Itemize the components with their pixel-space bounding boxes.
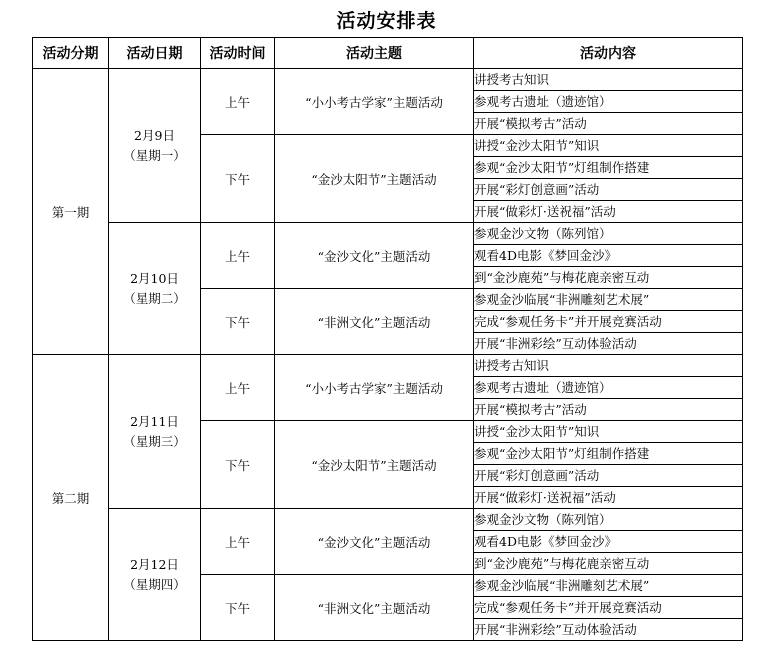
content-item: 参观考古遗址（遗迹馆） <box>474 91 743 113</box>
weekday-text: （星期三） <box>123 433 186 449</box>
session-theme: “非洲文化”主题活动 <box>275 289 474 355</box>
content-item: 讲授“金沙太阳节”知识 <box>474 135 743 157</box>
period-name: 第一期 <box>33 69 109 355</box>
content-item: 参观“金沙太阳节”灯组制作搭建 <box>474 157 743 179</box>
content-item: 完成“参观任务卡”并开展竞赛活动 <box>474 311 743 333</box>
date-text: 2月9日 <box>134 127 175 143</box>
content-item: 参观金沙临展“非洲雕刻艺术展” <box>474 575 743 597</box>
content-item: 参观金沙文物（陈列馆） <box>474 509 743 531</box>
session-theme: “小小考古学家”主题活动 <box>275 69 474 135</box>
session-time: 下午 <box>201 289 275 355</box>
content-item: 开展“彩灯创意画”活动 <box>474 465 743 487</box>
content-item: 开展“非洲彩绘”互动体验活动 <box>474 619 743 641</box>
period-name: 第二期 <box>33 355 109 641</box>
content-item: 开展“模拟考古”活动 <box>474 399 743 421</box>
session-time: 下午 <box>201 575 275 641</box>
table-row <box>33 355 743 377</box>
header-date: 活动日期 <box>109 38 201 69</box>
header-content: 活动内容 <box>474 38 743 69</box>
activity-date <box>109 223 201 355</box>
session-theme: “金沙太阳节”主题活动 <box>275 135 474 223</box>
content-item: 讲授考古知识 <box>474 69 743 91</box>
content-item: 参观考古遗址（遗迹馆） <box>474 377 743 399</box>
content-item: 参观金沙临展“非洲雕刻艺术展” <box>474 289 743 311</box>
table-row <box>33 223 743 245</box>
header-period: 活动分期 <box>33 38 109 69</box>
content-item: 开展“非洲彩绘”互动体验活动 <box>474 333 743 355</box>
session-time: 上午 <box>201 355 275 421</box>
table-row <box>33 509 743 531</box>
session-time: 下午 <box>201 421 275 509</box>
session-theme: “金沙文化”主题活动 <box>275 509 474 575</box>
date-text: 2月12日 <box>130 556 179 572</box>
session-theme: “金沙文化”主题活动 <box>275 223 474 289</box>
content-item: 完成“参观任务卡”并开展竞赛活动 <box>474 597 743 619</box>
schedule-body <box>33 69 743 641</box>
content-item: 开展“模拟考古”活动 <box>474 113 743 135</box>
date-text: 2月10日 <box>130 270 179 286</box>
content-item: 到“金沙鹿苑”与梅花鹿亲密互动 <box>474 267 743 289</box>
activity-date <box>109 355 201 509</box>
page-title: 活动安排表 <box>336 10 437 32</box>
session-theme: “非洲文化”主题活动 <box>275 575 474 641</box>
header-row <box>33 38 743 69</box>
session-time: 上午 <box>201 509 275 575</box>
session-time: 下午 <box>201 135 275 223</box>
table-row <box>33 69 743 91</box>
content-item: 讲授考古知识 <box>474 355 743 377</box>
content-item: 参观“金沙太阳节”灯组制作搭建 <box>474 443 743 465</box>
activity-date <box>109 509 201 641</box>
content-item: 参观金沙文物（陈列馆） <box>474 223 743 245</box>
content-item: 到“金沙鹿苑”与梅花鹿亲密互动 <box>474 553 743 575</box>
content-item: 开展“做彩灯·送祝福”活动 <box>474 201 743 223</box>
session-theme: “金沙太阳节”主题活动 <box>275 421 474 509</box>
header-time: 活动时间 <box>201 38 275 69</box>
schedule-table <box>32 37 743 641</box>
session-time: 上午 <box>201 223 275 289</box>
activity-date <box>109 69 201 223</box>
session-theme: “小小考古学家”主题活动 <box>275 355 474 421</box>
weekday-text: （星期四） <box>123 576 186 592</box>
date-text: 2月11日 <box>130 413 179 429</box>
content-item: 观看4D电影《梦回金沙》 <box>474 531 743 553</box>
header-theme: 活动主题 <box>275 38 474 69</box>
weekday-text: （星期二） <box>123 290 186 306</box>
content-item: 观看4D电影《梦回金沙》 <box>474 245 743 267</box>
weekday-text: （星期一） <box>123 147 186 163</box>
content-item: 开展“彩灯创意画”活动 <box>474 179 743 201</box>
content-item: 讲授“金沙太阳节”知识 <box>474 421 743 443</box>
session-time: 上午 <box>201 69 275 135</box>
content-item: 开展“做彩灯·送祝福”活动 <box>474 487 743 509</box>
